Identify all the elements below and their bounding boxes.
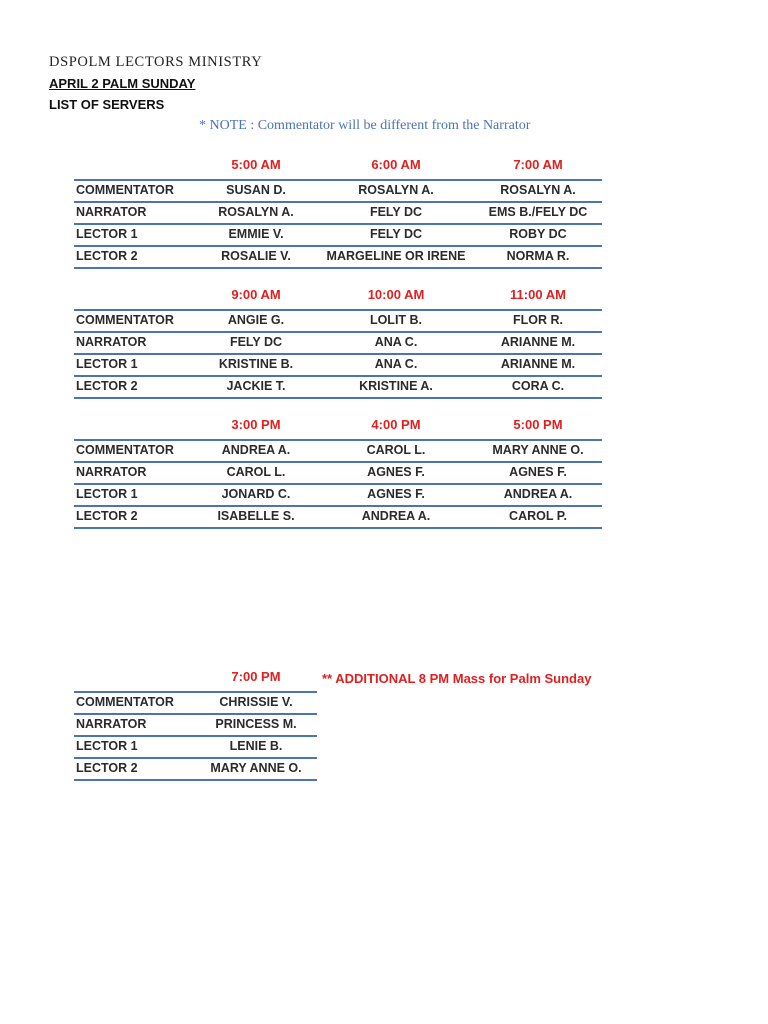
server-name: NORMA R.: [506, 249, 570, 263]
server-name: ROSALYN A.: [500, 183, 576, 197]
server-name: SUSAN D.: [226, 183, 286, 197]
table-row: [74, 461, 602, 483]
schedule-block-3: [74, 415, 602, 529]
role-label: LECTOR 1: [76, 487, 138, 501]
role-label: COMMENTATOR: [76, 313, 174, 327]
role-label: NARRATOR: [76, 717, 147, 731]
server-name: CORA C.: [511, 379, 565, 393]
server-name: ANGIE G.: [227, 313, 285, 327]
server-name: ANA C.: [374, 335, 418, 349]
table-row: [74, 505, 602, 529]
server-name: LENIE B.: [229, 739, 283, 753]
server-name: LOLIT B.: [369, 313, 423, 327]
table-row: [74, 331, 602, 353]
time-slot: 3:00 PM: [231, 417, 281, 432]
time-slot: 5:00 AM: [231, 157, 281, 172]
server-name: FLOR R.: [513, 313, 563, 327]
table-row: [74, 309, 602, 331]
server-name: KRISTINE B.: [218, 357, 294, 371]
server-name: MARGELINE OR IRENE: [326, 249, 466, 263]
server-name: ANDREA A.: [221, 443, 291, 457]
server-name: ANA C.: [374, 357, 418, 371]
server-name: CAROL L.: [226, 465, 286, 479]
role-label: COMMENTATOR: [76, 443, 174, 457]
role-label: LECTOR 1: [76, 739, 138, 753]
table-row: [74, 439, 602, 461]
schedule-block-2: [74, 285, 602, 399]
table-row: [74, 201, 602, 223]
server-name: MARY ANNE O.: [210, 761, 302, 775]
role-label: COMMENTATOR: [76, 695, 174, 709]
server-name: AGNES F.: [509, 465, 567, 479]
time-header-row: [74, 415, 602, 439]
schedule-block-4: [74, 667, 317, 781]
role-label: LECTOR 1: [76, 227, 138, 241]
table-row: [74, 245, 602, 269]
server-name: AGNES F.: [367, 465, 425, 479]
server-name: ISABELLE S.: [217, 509, 295, 523]
server-name: CAROL L.: [366, 443, 426, 457]
page-subtitle: APRIL 2 PALM SUNDAY: [49, 76, 196, 91]
additional-mass-note: ** ADDITIONAL 8 PM Mass for Palm Sunday: [322, 671, 592, 686]
table-row: [74, 353, 602, 375]
note-text: * NOTE : Commentator will be different from the Narrator: [199, 118, 531, 133]
time-slot: 4:00 PM: [371, 417, 421, 432]
role-label: LECTOR 2: [76, 761, 138, 775]
table-row: [74, 757, 317, 781]
server-name: MARY ANNE O.: [492, 443, 584, 457]
server-name: ROSALYN A.: [358, 183, 434, 197]
table-row: [74, 483, 602, 505]
list-label: LIST OF SERVERS: [49, 97, 165, 112]
server-name: ANDREA A.: [361, 509, 431, 523]
server-name: ROBY DC: [509, 227, 567, 241]
table-row: [74, 691, 317, 713]
server-name: ROSALYN A.: [218, 205, 294, 219]
table-row: [74, 179, 602, 201]
role-label: LECTOR 2: [76, 249, 138, 263]
table-row: [74, 375, 602, 399]
server-name: CHRISSIE V.: [219, 695, 293, 709]
server-name: FELY DC: [229, 335, 283, 349]
role-label: LECTOR 2: [76, 379, 138, 393]
role-label: NARRATOR: [76, 465, 147, 479]
schedule-block-1: [74, 155, 602, 269]
server-name: EMMIE V.: [228, 227, 284, 241]
server-name: ARIANNE M.: [500, 335, 576, 349]
table-row: [74, 223, 602, 245]
table-row: [74, 735, 317, 757]
role-label: COMMENTATOR: [76, 183, 174, 197]
server-name: AGNES F.: [367, 487, 425, 501]
time-header-row: [74, 285, 602, 309]
role-label: LECTOR 1: [76, 357, 138, 371]
time-slot: 10:00 AM: [367, 287, 425, 302]
server-name: EMS B./FELY DC: [488, 205, 588, 219]
time-slot: 5:00 PM: [513, 417, 563, 432]
server-name: PRINCESS M.: [215, 717, 297, 731]
time-header-row: [74, 667, 317, 691]
time-slot: 6:00 AM: [371, 157, 421, 172]
server-name: JACKIE T.: [226, 379, 286, 393]
page-title: DSPOLM LECTORS MINISTRY: [49, 54, 263, 70]
role-label: LECTOR 2: [76, 509, 138, 523]
server-name: ARIANNE M.: [500, 357, 576, 371]
time-slot: 7:00 AM: [513, 157, 563, 172]
server-name: KRISTINE A.: [359, 379, 433, 393]
time-slot: 7:00 PM: [231, 669, 281, 684]
server-name: JONARD C.: [221, 487, 291, 501]
time-slot: 9:00 AM: [231, 287, 281, 302]
server-name: ROSALIE V.: [221, 249, 291, 263]
server-name: FELY DC: [369, 205, 423, 219]
server-name: FELY DC: [369, 227, 423, 241]
role-label: NARRATOR: [76, 205, 147, 219]
table-row: [74, 713, 317, 735]
server-name: CAROL P.: [509, 509, 567, 523]
time-header-row: [74, 155, 602, 179]
time-slot: 11:00 AM: [510, 287, 566, 302]
server-name: ANDREA A.: [503, 487, 573, 501]
role-label: NARRATOR: [76, 335, 147, 349]
